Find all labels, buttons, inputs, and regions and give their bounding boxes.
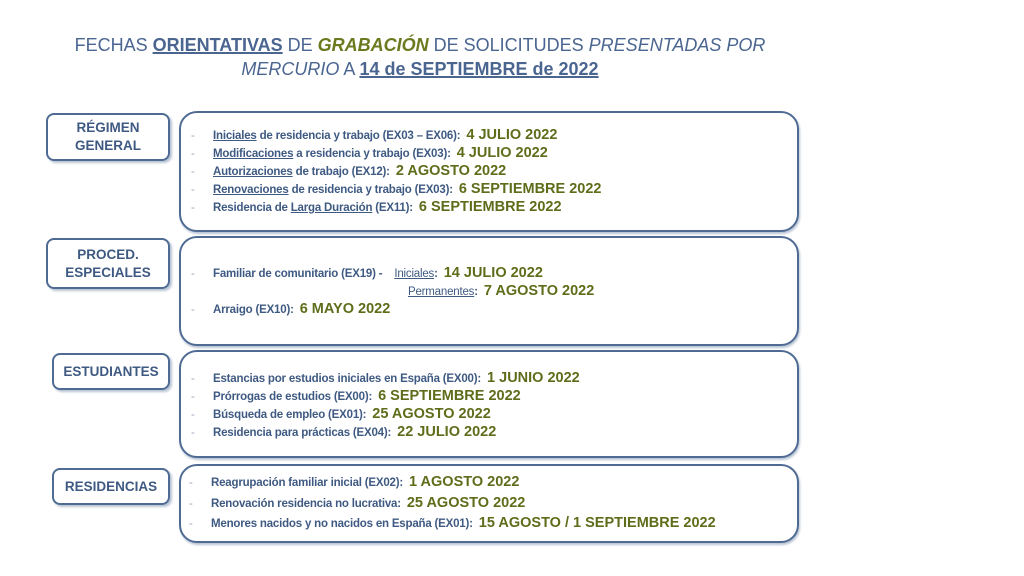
title-text: GRABACIÓN — [317, 35, 429, 55]
label-text: RÉGIMEN — [76, 120, 140, 135]
section-box-proced-especiales — [179, 236, 799, 346]
title-text: A — [339, 59, 360, 79]
date-value: 14 JULIO 2022 — [443, 265, 543, 281]
date-value: 25 AGOSTO 2022 — [372, 406, 491, 422]
list-item — [191, 163, 506, 179]
date-value: 7 AGOSTO 2022 — [483, 283, 595, 299]
date-value: 1 AGOSTO 2022 — [409, 474, 520, 490]
item-text: Residencia para prácticas (EX04): — [213, 427, 392, 439]
item-text: Prórrogas de estudios (EX00): — [213, 391, 373, 403]
list-item — [191, 145, 548, 161]
bullet-dash: - — [191, 130, 195, 142]
list-item-sub: Permanentes: 7 AGOSTO 2022 — [408, 283, 595, 299]
bullet-dash: - — [191, 202, 195, 214]
bullet-dash: - — [191, 184, 195, 196]
date-value: 6 SEPTIEMBRE 2022 — [458, 181, 602, 197]
item-text: Reagrupación familiar inicial (EX02): — [211, 477, 403, 489]
bullet-dash: - — [191, 409, 195, 421]
list-item — [191, 370, 580, 386]
title-text: DE SOLICITUDES — [428, 35, 589, 55]
bullet-dash: - — [191, 304, 195, 316]
label-text: RESIDENCIAS — [64, 478, 158, 494]
item-text: Autorizaciones — [213, 166, 293, 178]
label-text: PROCED. — [77, 246, 139, 262]
list-item — [189, 515, 716, 531]
item-text: Renovaciones — [213, 184, 289, 196]
title-line-2 — [40, 57, 800, 81]
list-item — [189, 474, 519, 490]
label-text: GENERAL — [74, 138, 141, 153]
date-value: 15 AGOSTO / 1 SEPTIEMBRE 2022 — [478, 515, 716, 531]
title-date: 14 de SEPTIEMBRE de 2022 — [359, 59, 599, 79]
list-item — [191, 199, 562, 215]
title-text: DE — [282, 35, 318, 55]
list-item — [191, 388, 521, 404]
bullet-dash: - — [191, 166, 195, 178]
section-box-regimen-general — [179, 111, 799, 232]
section-label-proced-especiales — [46, 238, 170, 289]
title-text: PRESENTADAS POR — [588, 35, 766, 55]
bullet-dash: - — [189, 477, 193, 489]
date-value: 6 MAYO 2022 — [299, 301, 391, 317]
bullet-dash: - — [189, 498, 193, 510]
date-value: 6 SEPTIEMBRE 2022 — [418, 199, 562, 215]
item-text: de residencia y trabajo (EX03 – EX06): — [256, 130, 461, 142]
item-text: Modificaciones — [213, 148, 294, 160]
bullet-dash: - — [191, 427, 195, 439]
date-value: 22 JULIO 2022 — [397, 424, 497, 440]
item-text: a residencia y trabajo (EX03): — [293, 148, 451, 160]
title-line-1 — [40, 33, 800, 57]
bullet-dash: - — [191, 268, 195, 280]
item-text: Residencia de — [213, 202, 291, 214]
date-value: 4 JULIO 2022 — [466, 127, 558, 143]
item-text: Búsqueda de empleo (EX01): — [213, 409, 367, 421]
title-text: MERCURIO — [241, 59, 340, 79]
section-label-estudiantes — [52, 353, 170, 390]
bullet-dash: - — [191, 391, 195, 403]
title-text: ORIENTATIVAS — [152, 35, 283, 55]
item-text: Estancias por estudios iniciales en España (EX00): — [213, 373, 482, 385]
list-item — [191, 181, 601, 197]
bullet-dash: - — [191, 148, 195, 160]
list-item: - Familiar de comunitario (EX19) - Iniciales: 14 JULIO 2022 — [191, 265, 543, 281]
item-text: (EX11): — [372, 202, 413, 214]
item-text: de trabajo (EX12): — [292, 166, 390, 178]
item-text: Iniciales — [213, 130, 257, 142]
list-item — [191, 301, 390, 317]
item-text: de residencia y trabajo (EX03): — [288, 184, 453, 196]
title-text: FECHAS — [74, 35, 153, 55]
list-item — [191, 127, 557, 143]
date-value: 6 SEPTIEMBRE 2022 — [378, 388, 521, 404]
section-label-residencias — [52, 468, 170, 505]
list-item — [191, 406, 491, 422]
section-box-estudiantes — [179, 350, 799, 458]
section-box-residencias — [179, 464, 799, 543]
item-text: Menores nacidos y no nacidos en España (EX01): — [211, 518, 473, 530]
date-value: 4 JULIO 2022 — [456, 145, 548, 161]
item-text: Permanentes — [408, 286, 475, 298]
item-text: Arraigo (EX10): — [213, 304, 294, 316]
item-text: Familiar de comunitario (EX19) - — [213, 268, 383, 280]
label-text: ESPECIALES — [65, 264, 151, 280]
date-value: 2 AGOSTO 2022 — [395, 163, 507, 179]
date-value: 25 AGOSTO 2022 — [406, 495, 526, 511]
list-item — [191, 424, 496, 440]
list-item — [189, 495, 525, 511]
label-text: ESTUDIANTES — [63, 363, 159, 379]
section-label-regimen-general — [46, 113, 170, 161]
item-text: Larga Duración — [290, 202, 373, 214]
bullet-dash: - — [191, 373, 195, 385]
bullet-dash: - — [189, 518, 193, 530]
item-text: Iniciales — [394, 268, 435, 280]
item-text: Renovación residencia no lucrativa: — [211, 498, 401, 510]
date-value: 1 JUNIO 2022 — [487, 370, 580, 386]
